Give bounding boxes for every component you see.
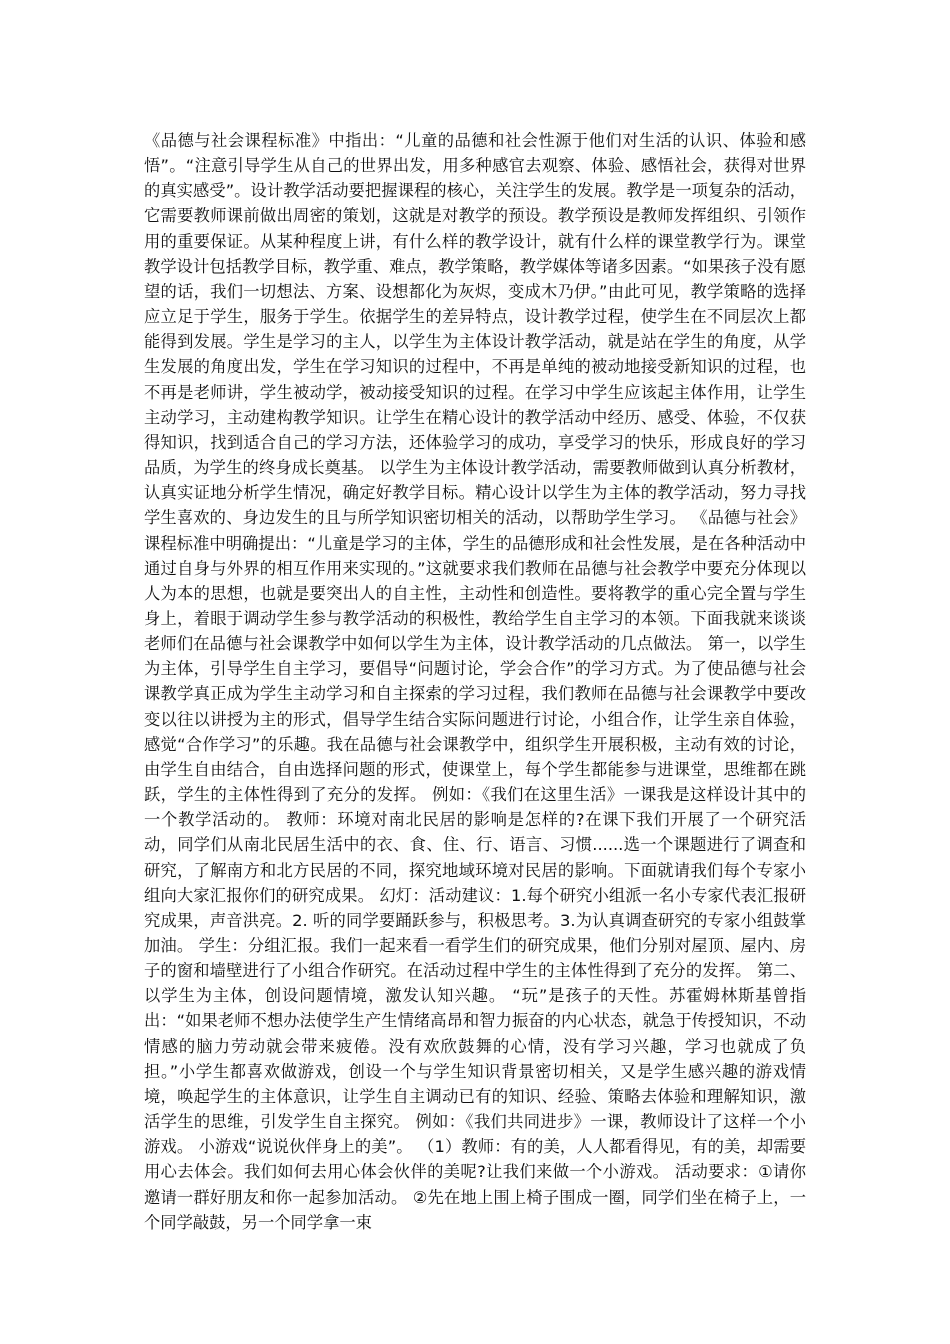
body-paragraph: 《品德与社会课程标准》中指出：“儿童的品德和社会性源于他们对生活的认识、体验和感悟”。“注意引导学生从自己的世界出发，用多种感官去观察、体验、感悟社会，获得对世界的真实感受”。设计教学活动要把握课程的核心，关注学生的发展。教学是一项复杂的活动，它需要教师课前做出周密的策划，这就是对教学的预设。教学预设是教师发挥组织、引领作用的重要保证。从某种程度上讲，有什么样的教学设计，就有什么样的课堂教学行为。课堂教学设计包括教学目标，教学重、难点，教学策略，教学媒体等诸多因素。“如果孩子没有愿望的话，我们一切想法、方案、设想都化为灰烬，变成木乃伊。”由此可见，教学策略的选择应立足于学生，服务于学生。依据学生的差异特点，设计教学过程，使学生在不同层次上都能得到发展。学生是学习的主人，以学生为主体设计教学活动，就是站在学生的角度，从学生发展的角度出发，学生在学习知识的过程中，不再是单纯的被动地接受新知识的过程，也不再是老师讲，学生被动学，被动接受知识的过程。在学习中学生应该起主体作用，让学生主动学习，主动建构教学知识。让学生在精心设计的教学活动中经历、感受、体验，不仅获得知识，找到适合自己的学习方法，还体验学习的成功，享受学习的快乐，形成良好的学习品质，为学生的终身成长奠基。 以学生为主体设计教学活动，需要教师做到认真分析教材，认真实证地分析学生情况，确定好教学目标。精心设计以学生为主体的教学活动，努力寻找学生喜欢的、身边发生的且与所学知识密切相关的活动，以帮助学生学习。 《品德与社会》课程标准中明确提出：“儿童是学习的主体，学生的品德形成和社会性发展，是在各种活动中通过自身与外界的相互作用来实现的。”这就要求我们教师在品德与社会教学中要充分体现以人为本的思想，也就是要突出人的自主性，主动性和创造性。要将教学的重心完全置与学生身上，着眼于调动学生参与教学活动的积极性，教给学生自主学习的本领。下面我就来谈谈老师们在品德与社会课教学中如何以学生为主体，设计教学活动的几点做法。 第一，以学生为主体，引导学生自主学习，要倡导“问题讨论，学会合作”的学习方式。为了使品德与社会课教学真正成为学生主动学习和自主探索的学习过程，我们教师在品德与社会课教学中要改变以往以讲授为主的形式，倡导学生结合实际问题进行讨论，小组合作，让学生亲自体验，感觉“合作学习”的乐趣。我在品德与社会课教学中，组织学生开展积极，主动有效的讨论，由学生自由结合，自由选择问题的形式，使课堂上，每个学生都能参与进课堂，思维都在跳跃，学生的主体性得到了充分的发挥。 例如：《我们在这里生活》一课我是这样设计其中的一个教学活动的。 教师：环境对南北民居的影响是怎样的?在课下我们开展了一个研究活动，同学们从南北民居生活中的衣、食、住、行、语言、习惯......选一个课题进行了调查和研究，了解南方和北方民居的不同，探究地域环境对民居的影响。下面就请我们每个专家小组向大家汇报你们的研究成果。 幻灯：活动建议：1.每个研究小组派一名小专家代表汇报研究成果，声音洪亮。2. 听的同学要踊跃参与，积极思考。3.为认真调查研究的专家小组鼓掌加油。 学生：分组汇报。我们一起来看一看学生们的研究成果，他们分别对屋顶、屋内、房子的窗和墙壁进行了小组合作研究。在活动过程中学生的主体性得到了充分的发挥。 第二、以学生为主体，创设问题情境，激发认知兴趣。 “玩”是孩子的天性。苏霍姆林斯基曾指出：“如果老师不想办法使学生产生情绪高昂和智力振奋的内心状态，就急于传授知识，不动情感的脑力劳动就会带来疲倦。没有欢欣鼓舞的心情，没有学习兴趣，学习也就成了负担。”小学生都喜欢做游戏，创设一个与学生知识背景密切相关，又是学生感兴趣的游戏情境，唤起学生的主体意识，让学生自主调动已有的知识、经验、策略去体验和理解知识，激活学生的思维，引发学生自主探究。 例如：《我们共同进步》一课，教师设计了这样一个小游戏。 小游戏“说说伙伴身上的美”。 （1）教师：有的美，人人都看得见，有的美，却需要用心去体会。我们如何去用心体会伙伴的美呢?让我们来做一个小游戏。 活动要求：①请你邀请一群好朋友和你一起参加活动。 ②先在地上围上椅子围成一圈，同学们坐在椅子上，一个同学敲鼓，另一个同学拿一束	[144, 131, 806, 1232]
